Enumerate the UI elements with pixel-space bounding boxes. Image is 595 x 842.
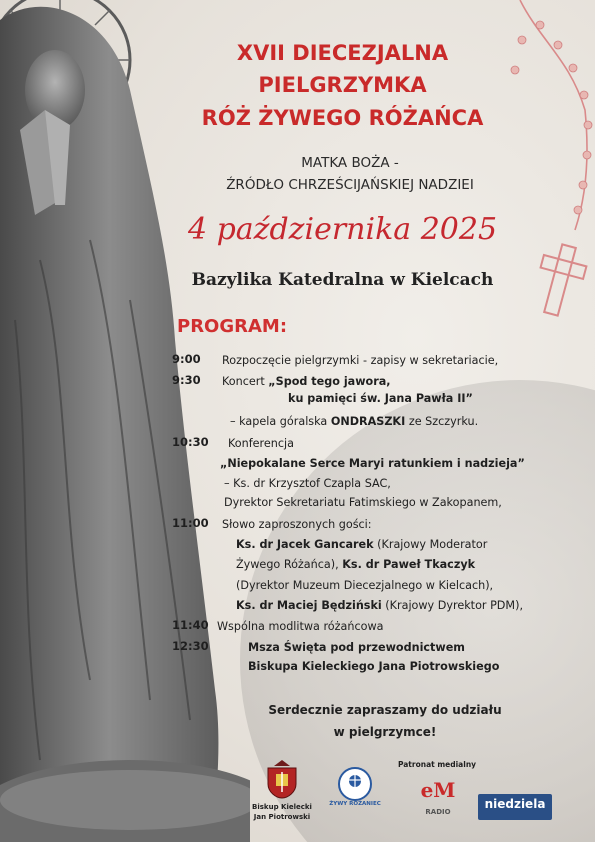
time-9-00: 9:00 [172,352,201,366]
program-item: „Niepokalane Serce Maryi ratunkiem i nadzieja” [220,457,525,470]
program-item: Msza Święta pod przewodnictwem [248,641,465,654]
event-venue: Bazylika Katedralna w Kielcach [191,270,494,290]
bishop-name-line-1: Biskup Kielecki [252,803,312,811]
bishop-coat-of-arms-icon [262,758,302,800]
program-item: – Ks. dr Krzysztof Czapla SAC, [224,477,391,490]
title-line-3: RÓŻ ŻYWEGO RÓŻAŃCA [201,106,484,130]
motto-line-1: MATKA BOŻA - [301,155,399,171]
time-11-00: 11:00 [172,516,209,530]
time-12-30: 12:30 [172,639,209,653]
niedziela-logo: niedziela [478,794,552,820]
program-item: Rozpoczęcie pielgrzymki - zapisy w sekretariacie, [222,354,499,367]
title-line-2: PIELGRZYMKA [258,73,427,97]
zywy-rozaniec-logo-icon [337,766,373,802]
radio-em-logo: eM [420,778,456,802]
program-item: Koncert „Spod tego jawora, [222,375,391,388]
radio-em-label: RADIO [425,808,451,816]
program-heading: PROGRAM: [177,316,288,337]
program-item: Żywego Różańca), Ks. dr Paweł Tkaczyk [236,558,476,571]
media-patronage-label: Patronat medialny [397,760,477,769]
program-item: Dyrektor Sekretariatu Fatimskiego w Zakopanem, [224,496,502,509]
program-item: Ks. dr Maciej Będziński (Krajowy Dyrektor PDM), [236,599,523,612]
bishop-name-line-2: Jan Piotrowski [253,813,311,821]
program-item: Konferencja [228,437,294,450]
program-item: Wspólna modlitwa różańcowa [217,620,384,633]
event-date: 4 października 2025 [187,212,498,247]
motto-line-2: ŹRÓDŁO CHRZEŚCIJAŃSKIEJ NADZIEI [226,177,474,193]
invitation-line-2: w pielgrzymce! [333,725,437,739]
program-item: – kapela góralska ONDRASZKI ze Szczyrku. [230,415,479,428]
zywy-rozaniec-logo-text: ŻYWY RÓŻANIEC [329,801,381,807]
program-item: (Dyrektor Muzeum Diecezjalnego w Kielcach), [236,579,494,592]
time-11-40: 11:40 [172,618,209,632]
time-10-30: 10:30 [172,435,209,449]
program-item: Ks. dr Jacek Gancarek (Krajowy Moderator [236,538,488,551]
time-9-30: 9:30 [172,373,201,387]
program-item: ku pamięci św. Jana Pawła II” [288,392,473,405]
invitation-line-1: Serdecznie zapraszamy do udziału [268,703,502,717]
program-item: Słowo zaproszonych gości: [222,518,372,531]
program-item: Biskupa Kieleckiego Jana Piotrowskiego [248,660,500,673]
title-line-1: XVII DIECEZJALNA [236,41,449,65]
